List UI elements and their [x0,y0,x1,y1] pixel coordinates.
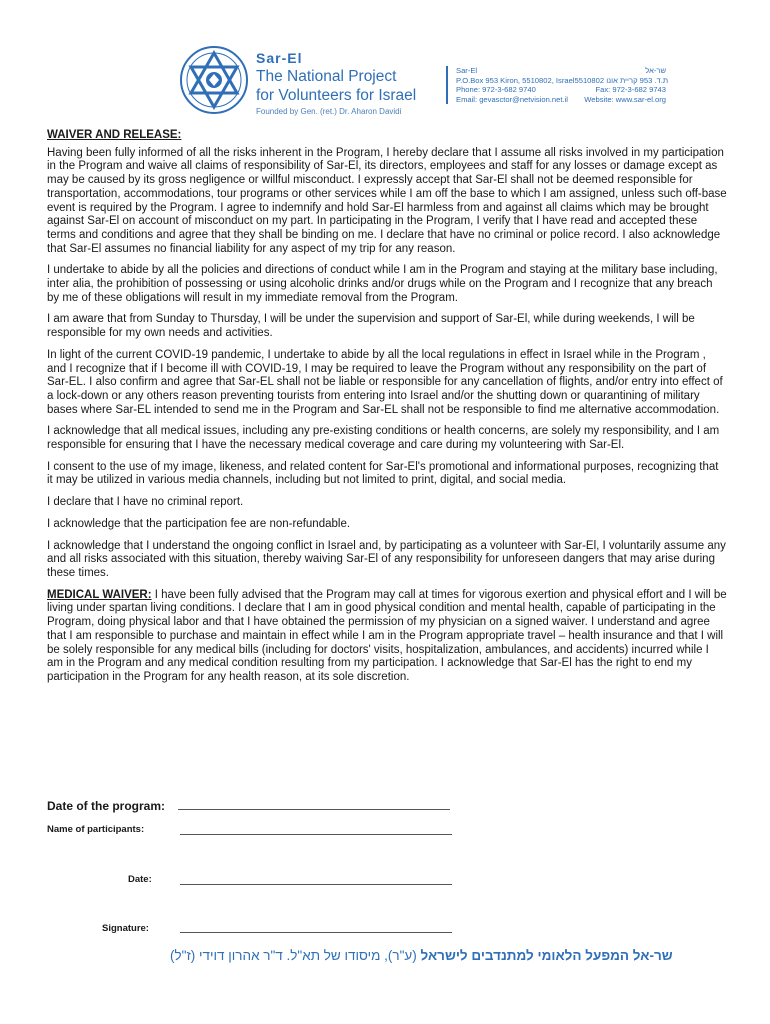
hebrew-footer [170,948,700,963]
contact-phone: Phone: 972-3-682 9740 [456,85,536,95]
paragraph-medical-waiver [47,589,727,685]
star-of-david-logo-icon [178,44,250,116]
name-label: Name of participants: [47,824,145,835]
hebrew-footer-title: שר-אל המפעל הלאומי למתנדבים לישראל [420,948,673,963]
paragraph-media-consent: I consent to the use of my image, likeness, and related content for Sar-El's promotional and informational purposes, recognizing that it may be utilized in various media channels, including but not limited to print, digital, and social media. [47,460,719,487]
contact-name-en: Sar-El [456,66,478,75]
paragraph-conflict: I acknowledge that I understand the ongoing conflict in Israel and, by participating as a volunteer with Sar-El, I voluntarily assume any and all risks associated with this situation, thereby waiving Sar-El of any responsibility for unforeseen dangers that may arise during these times. [47,539,726,579]
paragraph-conduct: I undertake to abide by all the policies and directions of conduct while I am in the Program and staying at the military base including, inter alia, the prohibition of possessing or using alcoholic drinks and/or drugs while on the Program and I recognize that any breach by me of these obligations will result in my immediate removal from the Program. [47,264,718,304]
date-of-program-field [47,799,165,813]
contact-address-en: P.O.Box 953 Kiron, 5510802, Israel [456,75,575,85]
signature-input[interactable] [180,932,452,933]
signature-field [102,922,149,934]
name-input[interactable] [180,834,452,835]
brand-line-1: The National Project [256,68,397,85]
brand-name: Sar-El [256,50,303,66]
paragraph-criminal: I declare that I have no criminal report. [47,496,244,509]
date-label: Date: [128,874,152,885]
contact-fax: Fax: 972-3-682 9743 [595,85,666,95]
header-divider [446,66,448,104]
date-input[interactable] [180,884,452,885]
brand-block [256,50,416,116]
date-field [128,873,152,885]
paragraph-risks: Having been fully informed of all the risks inherent in the Program, I hereby declare that I assume all risks involved in my participation in the Program and waive all claims of responsibility of Sar-El, its directors, employees and staff for any losses or damage except as may be caused by its gross negligence or willful misconduct. I expressly accept that Sar-El shall not be deemed responsible for transportation, accommodations, tour programs or other services while I am off the base to which I am assigned, unless such off-base event is required by the Program. I agree to indemnify and hold Sar-El harmless from and against all claims which may be brought against Sar-El on account of misconduct on my part. In participating in the Program, I verify that I have read and accepted these terms and conditions and agree that they shall be binding on me. I declare that have no criminal or police record. I also acknowledge that Sar-El assumes no financial liability for any aspect of my trip for any reason. [47,146,727,255]
signature-label: Signature: [102,923,149,934]
brand-line-2: for Volunteers for Israel [256,87,417,104]
waiver-content [47,129,727,693]
paragraph-medical-issues: I acknowledge that all medical issues, including any pre-existing conditions or health concerns, are solely my responsibility, and I am responsible for ensuring that I have the necessary medical coverage and care during my volunteering with Sar-El. [47,425,720,452]
name-field [47,823,144,835]
date-of-program-label: Date of the program: [47,799,166,813]
contact-name-he: שר-אל [645,66,666,75]
brand-founder: Founded by Gen. (ret.) Dr. Aharon Davidi [256,107,402,116]
waiver-heading: WAIVER AND RELEASE: [47,129,182,141]
contact-website: Website: www.sar-el.org [584,94,666,104]
medical-waiver-heading: MEDICAL WAIVER: [47,588,152,601]
hebrew-footer-rest: (ע"ר), מיסודו של תא"ל. ד"ר אהרון דוידי (ז"ל) [170,948,421,963]
date-of-program-input[interactable] [178,809,450,810]
contact-email: Email: gevasctor@netvision.net.il [456,94,568,104]
paragraph-covid: In light of the current COVID-19 pandemic, I undertake to abide by all the local regulations in effect in Israel while in the Program , and I recognize that if I become ill with COVID-19, I may be required to leave the Program without any responsibility on the part of Sar-EL. I also confirm and agree that Sar-EL shall not be liable or responsible for any cancellation of flights, and/or entry into effect of a lock-down or any others reason preventing tourists from entering into Israel and/or the shutting down or quarantining of military bases where Sar-EL intended to send me in the Program and Sar-EL shall not be responsible to find me alternative accommodation. [47,348,723,416]
contact-address-he: ת.ד. 953 קריית אונו 5510802 [574,75,669,85]
paragraph-fee: I acknowledge that the participation fee are non-refundable. [47,517,351,530]
contact-block [456,66,669,104]
paragraph-supervision: I am aware that from Sunday to Thursday, I will be under the supervision and support of Sar-El, while during weekends, I will be responsible for my own needs and activities. [47,313,695,340]
medical-waiver-text: I have been fully advised that the Program may call at times for vigorous exertion and physical effort and I will be living under spartan living conditions. I declare that I am in good physical condition and mental health, capable of participating in the Program, doing physical labor and that I have obtained the permission of my physician on a signed waiver. I understand and agree that I am responsible to purchase and maintain in effect while I am in the Program appropriate travel – health insurance and that I will be solely responsible for any medical bills (including for doctors' visits, hospitalization, ambulances, and accidents) incurred while I am in the Program and any medical condition resulting from my participation. I acknowledge that Sar-El has the right to end my participation in the Program for any health reason, at its sole discretion. [47,588,727,683]
